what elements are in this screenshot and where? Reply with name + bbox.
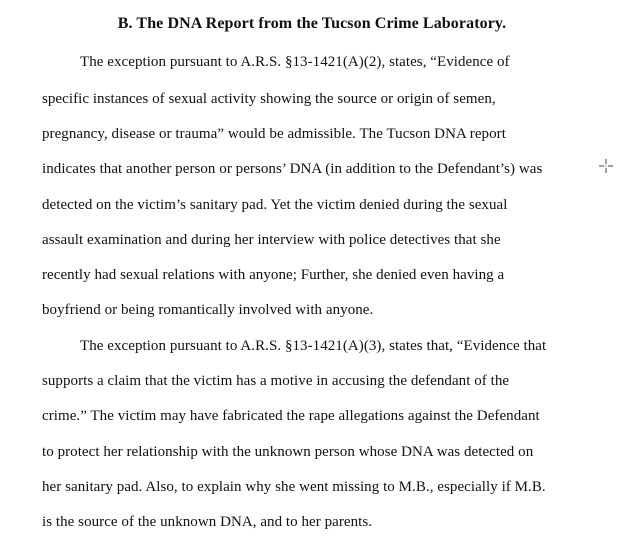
paragraph-2-line-6: is the source of the unknown DNA, and to her parents.: [42, 514, 373, 530]
paragraph-1-line-2: specific instances of sexual activity showing the source or origin of semen,: [42, 91, 496, 107]
paragraph-1-line-4: indicates that another person or persons’ DNA (in addition to the Defendant’s) was: [42, 161, 543, 177]
paragraph-1-line-6: assault examination and during her interview with police detectives that she: [42, 232, 501, 248]
paragraph-1-line-7: recently had sexual relations with anyone; Further, she denied even having a: [42, 267, 505, 283]
paragraph-1-line-3: pregnancy, disease or trauma” would be admissible. The Tucson DNA report: [42, 126, 506, 142]
paragraph-2-line-3: crime.” The victim may have fabricated the rape allegations against the Defendant: [42, 408, 540, 424]
paragraph-2-line-2: supports a claim that the victim has a motive in accusing the defendant of the: [42, 373, 510, 389]
paragraph-2-line-1: The exception pursuant to A.R.S. §13-1421(A)(3), states that, “Evidence that: [80, 338, 547, 354]
section-heading: B. The DNA Report from the Tucson Crime Laboratory.: [117, 15, 507, 32]
paragraph-1-line-8: boyfriend or being romantically involved with anyone.: [42, 302, 374, 318]
paragraph-2-line-5: her sanitary pad. Also, to explain why she went missing to M.B., especially if M.B.: [42, 479, 546, 495]
crosshair-icon: [598, 158, 614, 174]
paragraph-2-line-4: to protect her relationship with the unknown person whose DNA was detected on: [42, 444, 534, 460]
paragraph-1-line-1: The exception pursuant to A.R.S. §13-1421(A)(2), states, “Evidence of: [80, 54, 510, 70]
paragraph-1-line-5: detected on the victim’s sanitary pad. Yet the victim denied during the sexual: [42, 197, 508, 213]
